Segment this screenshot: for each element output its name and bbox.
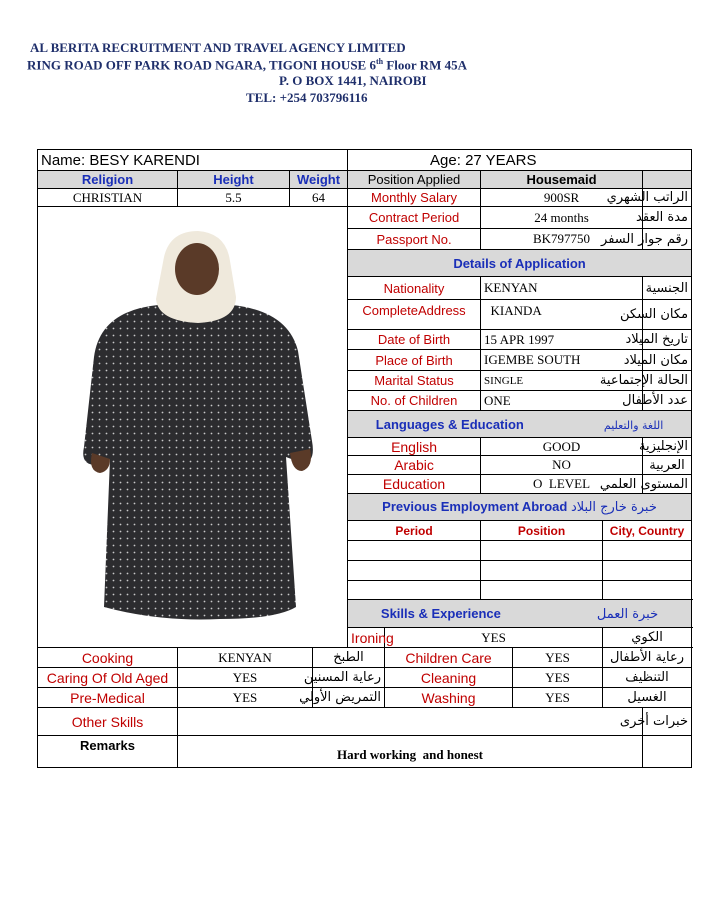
employment-col-position: Position (481, 521, 603, 541)
age-label: Age: (430, 151, 461, 169)
dob-value: 15 APR 1997 (481, 330, 643, 350)
english-ar: الإنجليزية (643, 438, 692, 456)
arabic-ar: العربية (643, 456, 692, 475)
skill-children-care-label: Children Care (385, 648, 513, 668)
employment-col-period: Period (348, 521, 481, 541)
employment-heading: Previous Employment Abroad (382, 499, 568, 514)
education-ar: المستوى العلمي (643, 475, 692, 494)
age-cell (348, 150, 692, 171)
position-applied-value: Housemaid (481, 171, 643, 189)
skill-cleaning-value: YES (513, 668, 603, 688)
weight-label: Weight (290, 171, 348, 189)
name-cell (38, 150, 348, 171)
skills-heading: Skills & Experience (380, 605, 501, 621)
contract-label: Contract Period (348, 207, 481, 229)
employment-heading-cell (348, 494, 692, 521)
skill-washing-label: Washing (385, 688, 513, 708)
pob-label: Place of Birth (348, 350, 481, 371)
arabic-value: NO (481, 456, 643, 475)
basic-values-row (38, 189, 692, 207)
basic-header-row (38, 171, 692, 189)
nationality-value: KENYAN (481, 277, 643, 300)
languages-heading-cell (348, 411, 692, 438)
salary-ar: الراتب الشهري (643, 189, 692, 207)
skills-heading-ar: خبرة العمل (596, 606, 659, 622)
position-applied-label: Position Applied (348, 171, 481, 189)
agency-address (27, 57, 467, 73)
address-value: KIANDA (481, 300, 643, 330)
skill-ironing-value: YES (385, 628, 603, 648)
skill-washing-value: YES (513, 688, 603, 708)
contract-row (38, 207, 692, 229)
marital-label: Marital Status (348, 371, 481, 391)
height-label: Height (178, 171, 290, 189)
skill-premedical-value: YES (178, 688, 313, 708)
languages-heading-ar: اللغة والتعليم (603, 418, 664, 432)
candidate-name: BESY KARENDI (89, 151, 200, 169)
skill-caring-ar: رعاية المسنين (313, 668, 385, 688)
address-ar: مكان السكن (643, 300, 692, 330)
dob-label: Date of Birth (348, 330, 481, 350)
pob-value: IGEMBE SOUTH (481, 350, 643, 371)
dob-ar: تاريخ الميلاد (643, 330, 692, 350)
marital-ar: الحالة الإجتماعية (643, 371, 692, 391)
english-label: English (348, 438, 481, 456)
skill-cooking-label: Cooking (38, 648, 178, 668)
agency-address-main: RING ROAD OFF PARK ROAD NGARA, TIGONI HOUSE 6 (27, 57, 376, 73)
details-heading: Details of Application (348, 250, 692, 277)
skill-children-care-ar: رعاية الأطفال (603, 648, 692, 668)
other-skills-label: Other Skills (38, 708, 178, 736)
agency-address-floor: Floor RM 45A (383, 57, 467, 73)
arabic-label: Arabic (348, 456, 481, 475)
skill-row-caring (38, 668, 692, 688)
languages-heading: Languages & Education (375, 416, 524, 432)
skill-premedical-label: Pre-Medical (38, 688, 178, 708)
pob-ar: مكان الميلاد (643, 350, 692, 371)
skill-washing-ar: الغسيل (603, 688, 692, 708)
name-label: Name: (41, 151, 86, 169)
religion-label: Religion (38, 171, 178, 189)
skill-ironing-ar: الكوي (603, 628, 692, 648)
children-value: ONE (481, 391, 643, 411)
skill-cleaning-label: Cleaning (385, 668, 513, 688)
contract-value: 24 months (481, 207, 643, 229)
employment-heading-ar: خبرة خارج البلاد (570, 500, 657, 515)
candidate-photo-svg (40, 227, 346, 627)
nationality-label: Nationality (348, 277, 481, 300)
remarks-row (38, 736, 692, 768)
face-shape (175, 243, 219, 295)
agency-name: AL BERITA RECRUITMENT AND TRAVEL AGENCY LIMITED (30, 40, 406, 55)
children-ar: عدد الأطفال (643, 391, 692, 411)
skill-premedical-ar: التمريض الأولي (313, 688, 385, 708)
skill-cleaning-ar: التنظيف (603, 668, 692, 688)
passport-value: BK797750 (481, 229, 643, 250)
skill-cooking-value: KENYAN (178, 648, 313, 668)
dress-shape (83, 305, 313, 620)
skill-caring-value: YES (178, 668, 313, 688)
children-label: No. of Children (348, 391, 481, 411)
salary-label: Monthly Salary (348, 189, 481, 207)
other-skills-ar: خبرات أخرى (643, 708, 692, 736)
education-value: O LEVEL (481, 475, 643, 494)
application-form (37, 149, 692, 768)
agency-tel: TEL: +254 703796116 (246, 90, 368, 105)
height-value: 5.5 (178, 189, 290, 207)
passport-ar: رقم جواز السفر (643, 229, 692, 250)
skill-children-care-value: YES (513, 648, 603, 668)
candidate-photo (40, 227, 346, 627)
agency-address-sup: th (375, 57, 384, 66)
education-label: Education (348, 475, 481, 494)
skill-caring-label: Caring Of Old Aged (38, 668, 178, 688)
name-row (38, 150, 692, 171)
skill-row-cooking (38, 648, 692, 668)
skill-row-premedical (38, 688, 692, 708)
agency-pobox: P. O BOX 1441, NAIROBI (279, 73, 427, 88)
candidate-age: 27 YEARS (465, 151, 537, 169)
remarks-value: Hard working and honest (178, 736, 643, 768)
remarks-label: Remarks (38, 736, 178, 768)
photo-cell (38, 207, 348, 648)
employment-col-city: City, Country (603, 521, 692, 541)
religion-value: CHRISTIAN (38, 189, 178, 207)
english-value: GOOD (481, 438, 643, 456)
nationality-ar: الجنسية (643, 277, 692, 300)
marital-value: SINGLE (481, 371, 643, 391)
passport-label: Passport No. (348, 229, 481, 250)
skills-heading-cell (348, 600, 692, 628)
salary-value: 900SR (481, 189, 643, 207)
weight-value: 64 (290, 189, 348, 207)
skill-cooking-ar: الطبخ (313, 648, 385, 668)
other-skills-value (178, 708, 643, 736)
skill-ironing-label: Ironing (348, 628, 385, 648)
address-label: CompleteAddress (348, 300, 481, 330)
other-skills-row (38, 708, 692, 736)
contract-ar: مدة العقد (643, 207, 692, 229)
